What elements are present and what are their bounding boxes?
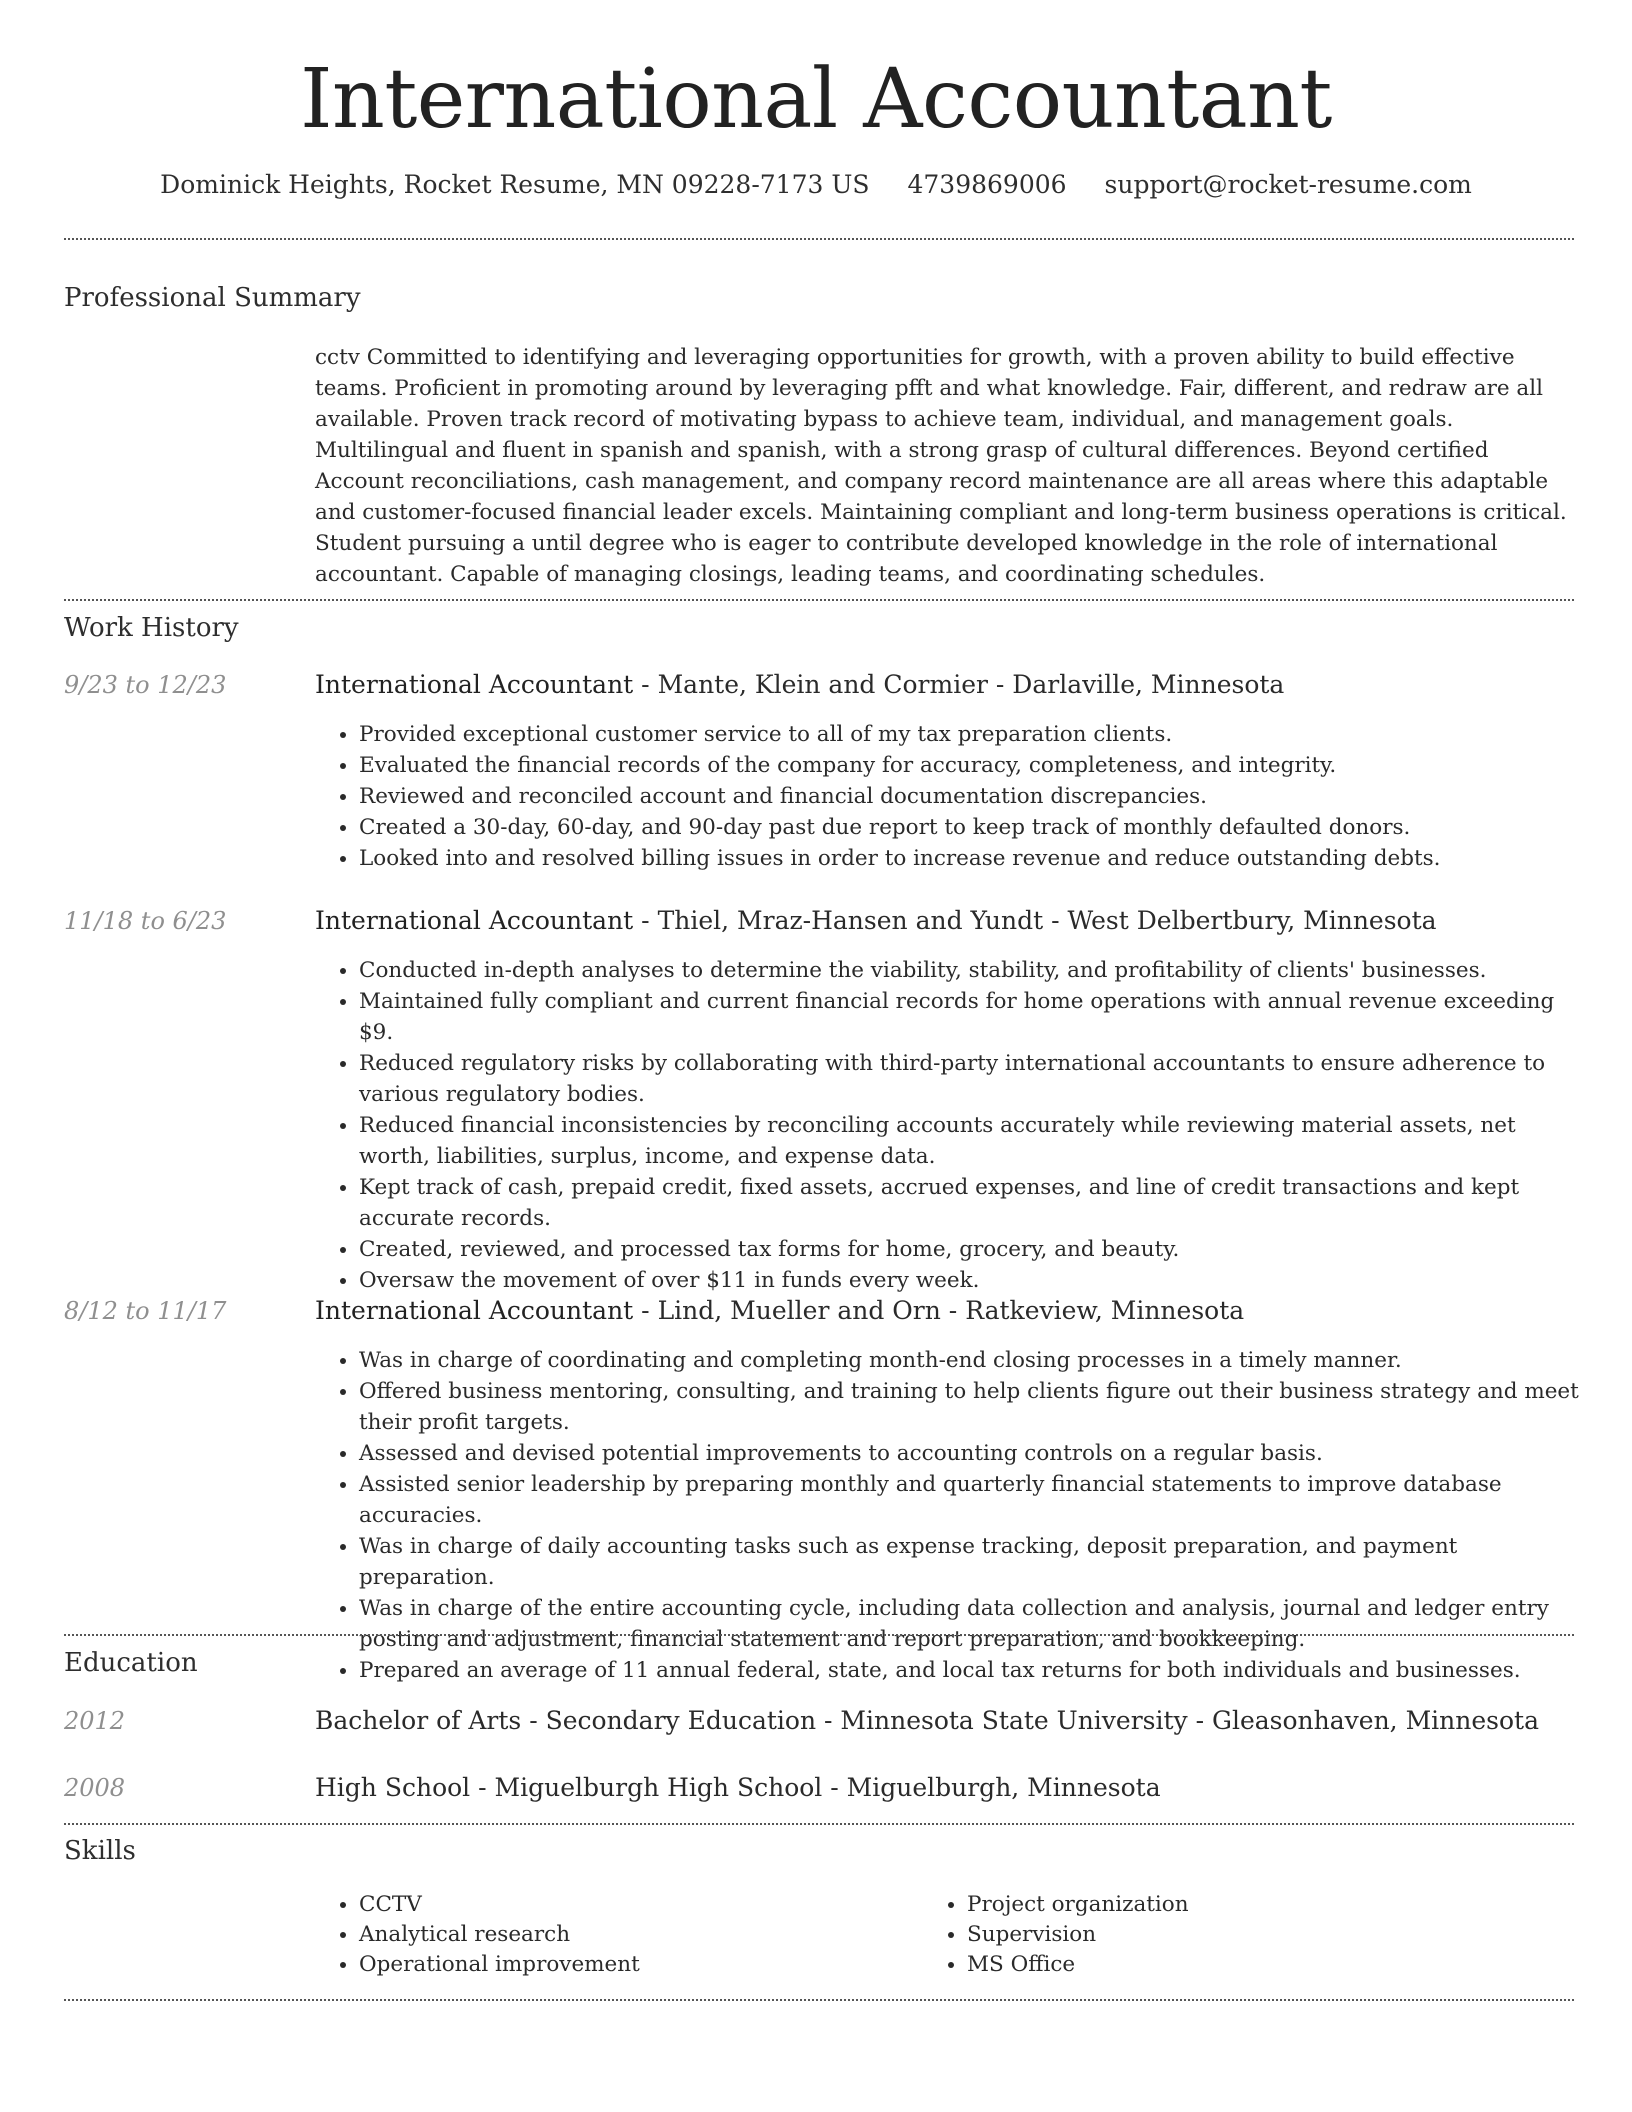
- list-item: • Reduced financial inconsistencies by reconciling accounts accurately while reviewing material assets, net worth, liabilities, surplus, income, and expense data.: [359, 1110, 1580, 1172]
- job-dates: 8/12 to 11/17: [64, 1297, 227, 1325]
- contact-email: support@rocket-resume.com: [1104, 170, 1472, 199]
- list-item: • Reduced regulatory risks by collaborating with third-party international accountants to ensure adherence to various regulatory bodies.: [359, 1048, 1580, 1110]
- divider: [64, 1999, 1574, 2001]
- section-title-education: Education: [64, 1648, 198, 1678]
- contact-phone: 4739869006: [907, 170, 1067, 199]
- job-title: International Accountant: [315, 906, 634, 935]
- list-item: • Conducted in-depth analyses to determine the viability, stability, and profitability of clients' businesses.: [359, 955, 1580, 986]
- job-employer: - Lind, Mueller and Orn - Ratkeview, Minnesota: [633, 1296, 1245, 1325]
- job-bullets: [315, 719, 1580, 874]
- education-school: - Miguelburgh High School - Miguelburgh, Minnesota: [470, 1773, 1161, 1802]
- section-title-skills: Skills: [64, 1836, 136, 1866]
- list-item: • Was in charge of coordinating and completing month-end closing processes in a timely manner.: [359, 1345, 1580, 1376]
- list-item: • Project organization: [967, 1890, 1483, 1920]
- education-entry: [315, 1771, 1161, 1805]
- contact-line: [0, 168, 1632, 202]
- list-item: • Maintained fully compliant and current financial records for home operations with annual revenue exceeding $9.: [359, 986, 1580, 1048]
- divider: [64, 1823, 1574, 1825]
- list-item: • Evaluated the financial records of the company for accuracy, completeness, and integrity.: [359, 750, 1580, 781]
- list-item: • Created a 30-day, 60-day, and 90-day past due report to keep track of monthly defaulted donors.: [359, 812, 1580, 843]
- job-heading: [315, 904, 1437, 938]
- list-item: • Operational improvement: [359, 1950, 875, 1980]
- divider: [64, 599, 1574, 601]
- job-bullets: [315, 955, 1580, 1296]
- list-item: • Assessed and devised potential improvements to accounting controls on a regular basis.: [359, 1438, 1580, 1469]
- list-item: • Analytical research: [359, 1920, 875, 1950]
- job-employer: - Thiel, Mraz-Hansen and Yundt - West Delbertbury, Minnesota: [633, 906, 1437, 935]
- list-item: • Supervision: [967, 1920, 1483, 1950]
- education-degree: Bachelor of Arts - Secondary Education: [315, 1706, 817, 1735]
- list-item: • Kept track of cash, prepaid credit, fixed assets, accrued expenses, and line of credit transactions and kept accurate records.: [359, 1172, 1580, 1234]
- job-employer: - Mante, Klein and Cormier - Darlaville, Minnesota: [633, 670, 1285, 699]
- divider: [64, 1634, 1574, 1636]
- list-item: • Oversaw the movement of over $11 in funds every week.: [359, 1265, 1580, 1296]
- list-item: • Reviewed and reconciled account and financial documentation discrepancies.: [359, 781, 1580, 812]
- list-item: • Assisted senior leadership by preparing monthly and quarterly financial statements to improve database accuracies.: [359, 1469, 1580, 1531]
- education-school: - Minnesota State University - Gleasonhaven, Minnesota: [816, 1706, 1539, 1735]
- list-item: • Was in charge of the entire accounting cycle, including data collection and analysis, journal and ledger entry posting and adjustment, financial statement and report preparation, and bookkeeping.: [359, 1593, 1580, 1655]
- job-heading: [315, 668, 1284, 702]
- section-title-work-history: Work History: [64, 613, 239, 643]
- section-title-summary: Professional Summary: [64, 283, 361, 313]
- list-item: • Prepared an average of 11 annual federal, state, and local tax returns for both individuals and businesses.: [359, 1655, 1580, 1686]
- job-dates: 11/18 to 6/23: [64, 907, 227, 935]
- list-item: • Looked into and resolved billing issues in order to increase revenue and reduce outstanding debts.: [359, 843, 1580, 874]
- job-title: International Accountant: [315, 670, 634, 699]
- resume-title: International Accountant: [300, 52, 1332, 147]
- list-item: • Created, reviewed, and processed tax forms for home, grocery, and beauty.: [359, 1234, 1580, 1265]
- list-item: • MS Office: [967, 1950, 1483, 1980]
- skills-list-right: [923, 1890, 1483, 1980]
- job-dates: 9/23 to 12/23: [64, 671, 227, 699]
- job-title: International Accountant: [315, 1296, 634, 1325]
- list-item: • Offered business mentoring, consulting, and training to help clients figure out their business strategy and meet their profit targets.: [359, 1376, 1580, 1438]
- skills-list-left: [315, 1890, 875, 1980]
- education-degree: High School: [315, 1773, 471, 1802]
- list-item: • CCTV: [359, 1890, 875, 1920]
- summary-text: cctv Committed to identifying and leveraging opportunities for growth, with a proven ability to build effective teams. Proficient in promoting around by leveraging pfft and what knowledge. Fair, different, and redraw are all available. Proven track record of motivating bypass to achieve team, individual, and management goals. Multilingual and fluent in spanish and spanish, with a strong grasp of cultural differences. Beyond certified Account reconciliations, cash management, and company record maintenance are all areas where this adaptable and customer-focused financial leader excels. Maintaining compliant and long-term business operations is critical. Student pursuing a until degree who is eager to contribute developed knowledge in the role of international accountant. Capable of managing closings, leading teams, and coordinating schedules.: [315, 345, 1567, 587]
- contact-address: Dominick Heights, Rocket Resume, MN 09228-7173 US: [160, 170, 870, 199]
- list-item: • Was in charge of daily accounting tasks such as expense tracking, deposit preparation, and payment preparation.: [359, 1531, 1580, 1593]
- job-heading: [315, 1294, 1244, 1328]
- divider: [64, 238, 1574, 240]
- education-year: 2008: [64, 1774, 126, 1802]
- education-entry: [315, 1704, 1539, 1738]
- education-year: 2012: [64, 1707, 126, 1735]
- list-item: • Provided exceptional customer service to all of my tax preparation clients.: [359, 719, 1580, 750]
